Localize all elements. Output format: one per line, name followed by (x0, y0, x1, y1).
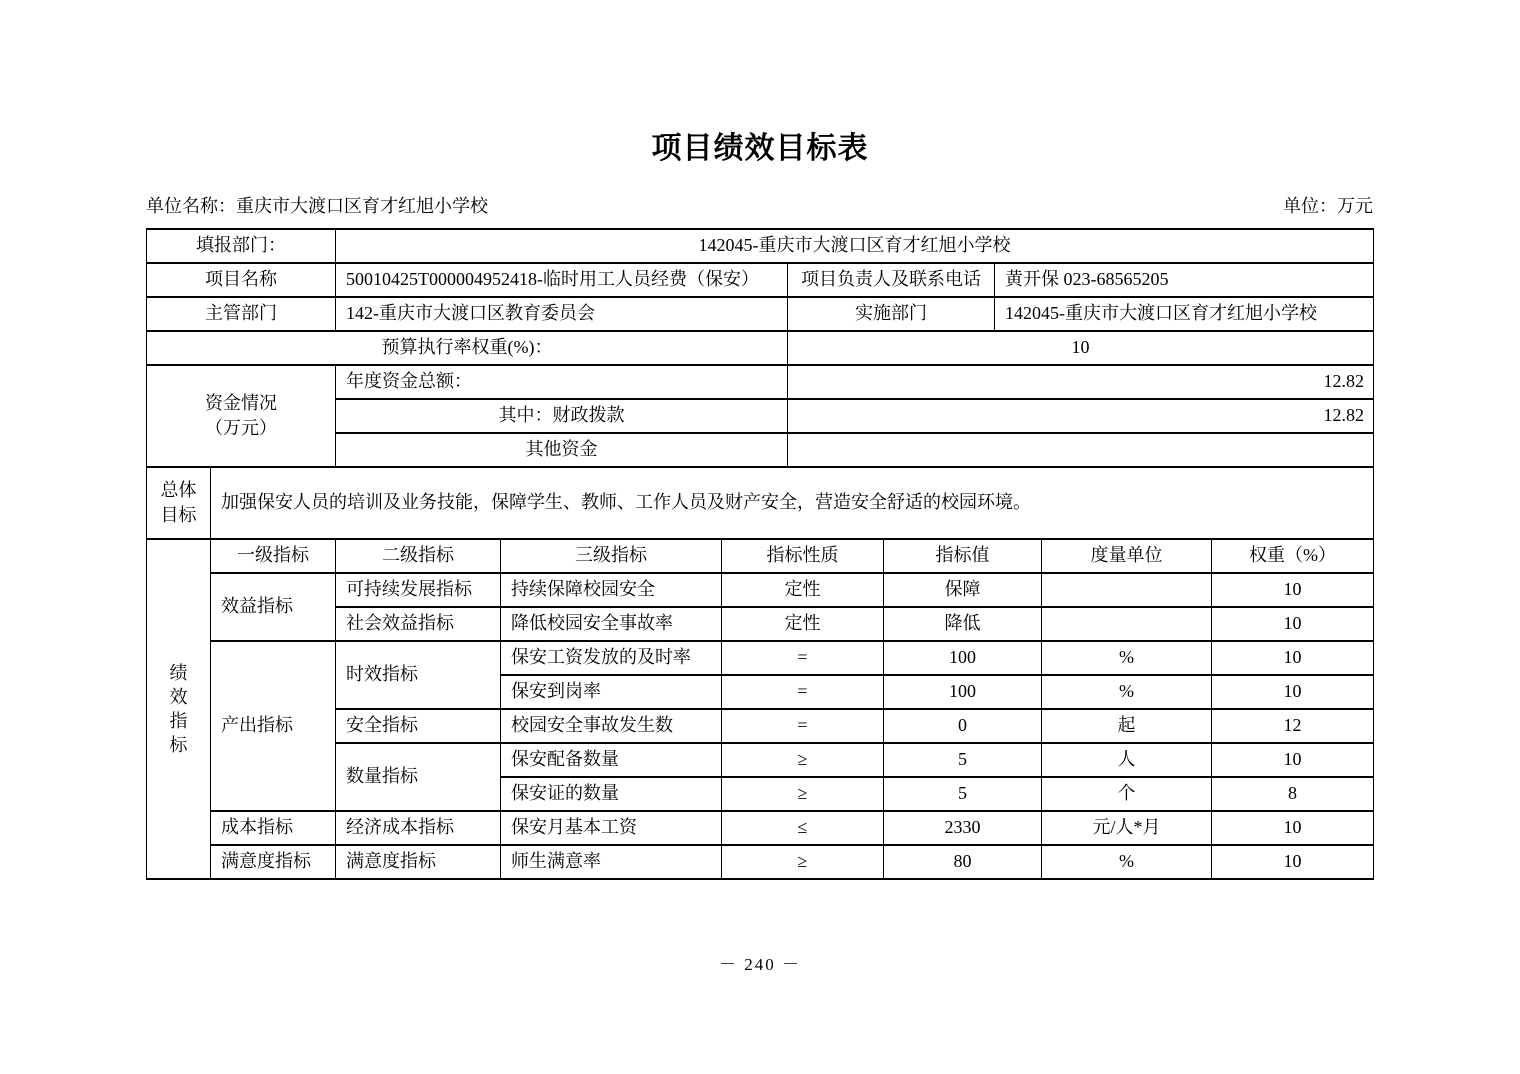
unit-name-label: 单位名称：重庆市大渡口区育才红旭小学校 (146, 196, 488, 216)
indicator-unit (1042, 607, 1212, 641)
indicator-row (147, 845, 1374, 879)
overall-goal-label (147, 467, 211, 539)
indicator-l3: 保安证的数量 (501, 777, 722, 811)
overall-goal-text: 加强保安人员的培训及业务技能，保障学生、教师、工作人员及财产安全，营造安全舒适的校园环境。 (211, 467, 1374, 539)
funding-label-line2: （万元） (205, 417, 277, 438)
indicator-value: 2330 (884, 811, 1042, 845)
indicator-value: 100 (884, 641, 1042, 675)
indicator-l1: 效益指标 (211, 573, 336, 641)
indicator-l3: 降低校园安全事故率 (501, 607, 722, 641)
header-nature: 指标性质 (722, 539, 884, 573)
indicator-nature: = (722, 675, 884, 709)
indicator-value: 5 (884, 743, 1042, 777)
row-departments (147, 297, 1374, 331)
indicator-l3: 保安工资发放的及时率 (501, 641, 722, 675)
row-indicator-header (147, 539, 1374, 573)
row-project-name (147, 263, 1374, 297)
header-unit: 度量单位 (1042, 539, 1212, 573)
indicator-row (147, 573, 1374, 607)
header-level1: 一级指标 (211, 539, 336, 573)
project-name-label: 项目名称 (147, 263, 336, 297)
indicator-l2: 数量指标 (336, 743, 501, 811)
indicator-l2: 可持续发展指标 (336, 573, 501, 607)
indicator-row (147, 641, 1374, 675)
budget-weight-label: 预算执行率权重(%)： (147, 331, 788, 365)
indicator-weight: 10 (1212, 607, 1374, 641)
currency-unit-label: 单位：万元 (1283, 196, 1373, 216)
page-number: － 240 － (719, 955, 801, 974)
indicator-row (147, 811, 1374, 845)
indicator-l2: 经济成本指标 (336, 811, 501, 845)
indicator-weight: 8 (1212, 777, 1374, 811)
indicator-weight: 12 (1212, 709, 1374, 743)
indicator-unit: 元/人*月 (1042, 811, 1212, 845)
indicator-value: 保障 (884, 573, 1042, 607)
indicator-unit: 个 (1042, 777, 1212, 811)
budget-weight-value: 10 (788, 331, 1374, 365)
indicator-l3: 保安月基本工资 (501, 811, 722, 845)
overall-goal-label-line1: 总体 (160, 480, 197, 501)
reporting-dept-value: 142045-重庆市大渡口区育才红旭小学校 (336, 229, 1374, 263)
row-funding-total (147, 365, 1374, 399)
indicator-l1: 成本指标 (211, 811, 336, 845)
indicator-unit: % (1042, 845, 1212, 879)
indicator-unit: 人 (1042, 743, 1212, 777)
indicator-l1: 产出指标 (211, 641, 336, 811)
overall-goal-label-line2: 目标 (160, 504, 197, 525)
vchar: 标 (169, 734, 188, 755)
project-name-value: 50010425T000004952418-临时用工人员经费（保安） (336, 263, 788, 297)
header-value: 指标值 (884, 539, 1042, 573)
indicator-nature: 定性 (722, 607, 884, 641)
row-overall-goal (147, 467, 1374, 539)
indicator-value: 80 (884, 845, 1042, 879)
indicator-value: 5 (884, 777, 1042, 811)
indicator-value: 降低 (884, 607, 1042, 641)
indicator-l2: 时效指标 (336, 641, 501, 709)
indicator-nature: 定性 (722, 573, 884, 607)
funding-total-label: 年度资金总额： (336, 365, 788, 399)
reporting-dept-label: 填报部门： (147, 229, 336, 263)
funding-fiscal-value: 12.82 (788, 399, 1374, 433)
vchar: 效 (169, 686, 188, 707)
indicator-weight: 10 (1212, 573, 1374, 607)
manager-label: 项目负责人及联系电话 (788, 263, 995, 297)
indicator-nature: = (722, 641, 884, 675)
indicator-nature: = (722, 709, 884, 743)
implement-dept-value: 142045-重庆市大渡口区育才红旭小学校 (995, 297, 1374, 331)
indicator-nature: ≤ (722, 811, 884, 845)
indicator-l3: 校园安全事故发生数 (501, 709, 722, 743)
indicator-l3: 持续保障校园安全 (501, 573, 722, 607)
indicator-value: 0 (884, 709, 1042, 743)
indicator-nature: ≥ (722, 845, 884, 879)
meta-row (146, 196, 1373, 218)
indicator-nature: ≥ (722, 777, 884, 811)
row-reporting-dept (147, 229, 1374, 263)
supervisor-dept-label: 主管部门 (147, 297, 336, 331)
indicator-l3: 保安配备数量 (501, 743, 722, 777)
indicator-unit: % (1042, 675, 1212, 709)
vchar: 绩 (169, 662, 188, 683)
funding-other-label: 其他资金 (336, 433, 788, 467)
indicator-weight: 10 (1212, 743, 1374, 777)
indicator-section-vertical-text (153, 541, 204, 877)
page-title: 项目绩效目标表 (651, 132, 869, 165)
performance-target-table (146, 228, 1374, 880)
funding-fiscal-label: 其中：财政拨款 (336, 399, 788, 433)
indicator-unit: 起 (1042, 709, 1212, 743)
indicator-unit: % (1042, 641, 1212, 675)
funding-label-line1: 资金情况 (205, 393, 277, 414)
indicator-section-label (147, 539, 211, 879)
vchar: 指 (169, 710, 188, 731)
indicator-weight: 10 (1212, 641, 1374, 675)
implement-dept-label: 实施部门 (788, 297, 995, 331)
indicator-l3: 保安到岗率 (501, 675, 722, 709)
indicator-value: 100 (884, 675, 1042, 709)
indicator-unit (1042, 573, 1212, 607)
header-level3: 三级指标 (501, 539, 722, 573)
indicator-weight: 10 (1212, 845, 1374, 879)
manager-value: 黄开保 023-68565205 (995, 263, 1374, 297)
supervisor-dept-value: 142-重庆市大渡口区教育委员会 (336, 297, 788, 331)
funding-section-label (147, 365, 336, 467)
indicator-l2: 社会效益指标 (336, 607, 501, 641)
header-level2: 二级指标 (336, 539, 501, 573)
indicator-l1: 满意度指标 (211, 845, 336, 879)
indicator-l2: 满意度指标 (336, 845, 501, 879)
row-budget-weight (147, 331, 1374, 365)
indicator-weight: 10 (1212, 811, 1374, 845)
funding-other-value (788, 433, 1374, 467)
indicator-nature: ≥ (722, 743, 884, 777)
header-weight: 权重（%） (1212, 539, 1374, 573)
indicator-weight: 10 (1212, 675, 1374, 709)
indicator-l2: 安全指标 (336, 709, 501, 743)
funding-total-value: 12.82 (788, 365, 1374, 399)
indicator-l3: 师生满意率 (501, 845, 722, 879)
